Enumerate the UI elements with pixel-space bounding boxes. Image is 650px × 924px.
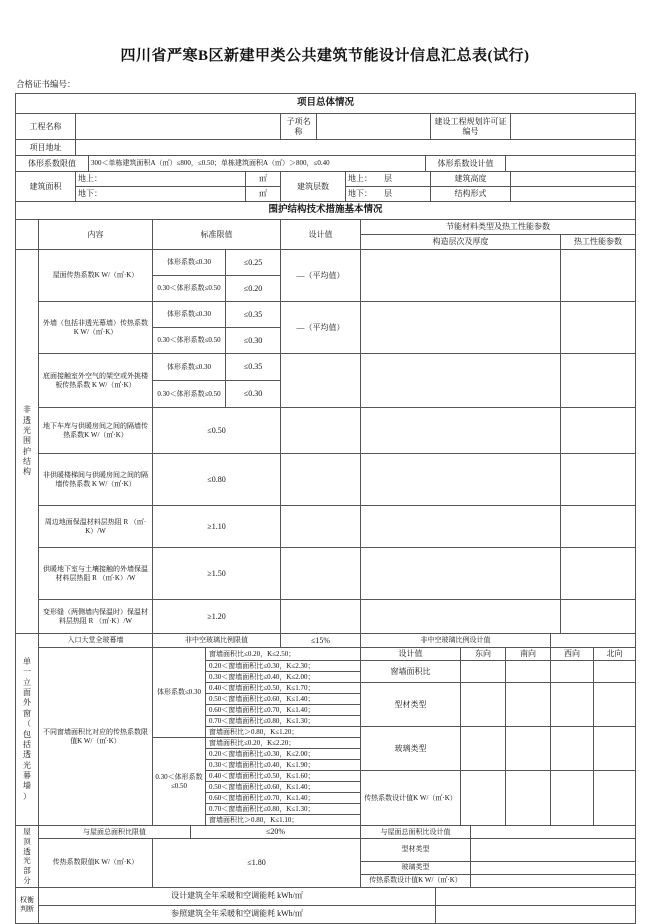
limit-value-cell: ≤0.80 [153, 454, 281, 506]
building-area-label: 建筑面积 [16, 172, 76, 202]
wwr-limit-row: 0.40＜窗墙面积比≤0.50，K≤1.60； [206, 771, 361, 782]
construction-layers-cell [361, 506, 561, 548]
subitem-name-value [317, 114, 431, 140]
limit-value-cell: ≤0.25 [226, 250, 281, 276]
project-name-value [76, 114, 281, 140]
thermal-params-cell [561, 454, 636, 506]
roof-k-limit-label: 传热系数限值K W/（㎡·K） [39, 839, 153, 888]
wwr-limit-row: 0.20＜窗墙面积比≤0.30，K≤2.00； [206, 749, 361, 760]
permit-number-label: 建设工程规划许可证编号 [431, 114, 511, 140]
profile-west-value [551, 683, 594, 727]
limit-value-cell: ≥1.50 [153, 548, 281, 600]
table-overview-title [15, 93, 636, 114]
roof-glass-type-label: 玻璃类型 [361, 861, 471, 874]
table-shape-coefficient [15, 155, 636, 172]
project-address-label: 项目地址 [16, 140, 76, 156]
condition-cell: 0.30＜体形系数≤0.50 [153, 276, 226, 302]
limit-value-cell: ≤0.50 [153, 408, 281, 454]
limit-value-cell: ≤0.35 [226, 302, 281, 328]
thermal-params-cell [561, 548, 636, 600]
area-above-label: 地上： [76, 172, 246, 187]
wwr-east-value [461, 661, 506, 683]
shape-coeff-design-value [506, 156, 636, 172]
header-standard-limit: 标准限值 [153, 220, 281, 250]
roof-glass-type-value [471, 861, 636, 874]
wwr-limit-row: 0.50＜窗墙面积比≤0.60，K≤1.40； [206, 782, 361, 793]
design-col-header: 设计值 [361, 648, 461, 661]
non-hollow-glass-limit-value: ≤15% [281, 634, 361, 648]
thermal-params-cell [561, 600, 636, 634]
wwr-limit-row: 0.40＜窗墙面积比≤0.50，K≤1.70； [206, 683, 361, 694]
wwr-limit-row: 窗墙面积比≤0.20，K≤2.50； [206, 648, 361, 661]
header-thermal-params: 热工性能参数 [561, 235, 636, 250]
table-building-area [15, 171, 636, 202]
k-west-value [551, 771, 594, 826]
design-value-cell: —（平均值） [281, 250, 361, 302]
k-north-value [594, 771, 636, 826]
roof-k-name: 屋面传热系数K W/（㎡·K） [39, 250, 153, 302]
roof-k-limit-value: ≤1.80 [153, 839, 361, 888]
construction-layers-cell [361, 250, 561, 302]
wwr-k-limit-label: 不同窗墙面积比对应的传热系数限值K W/（㎡·K） [39, 648, 153, 826]
sqm-unit: ㎡ [246, 172, 281, 187]
thermal-params-cell [561, 506, 636, 548]
shape-coeff-limit-label: 体形系数限值 [16, 156, 89, 172]
lobby-glass-wall-label: 入口大堂全玻幕墙 [39, 634, 153, 648]
profile-type-label: 型材类型 [361, 683, 461, 727]
profile-north-value [594, 683, 636, 727]
wwr-limit-row: 0.30＜窗墙面积比≤0.40，K≤1.90； [206, 760, 361, 771]
condition-cell: 0.30＜体形系数≤0.50 [153, 381, 226, 408]
reference-building-energy-label: 参照建筑全年采暖和空调能耗 kWh/㎡ [39, 905, 436, 923]
table-project-address [15, 139, 636, 156]
non-hollow-glass-limit-label: 非中空玻璃比例限值 [153, 634, 281, 648]
certificate-number-label: 合格证书编号： [16, 79, 76, 89]
design-value-cell [281, 354, 361, 408]
glass-type-label: 玻璃类型 [361, 727, 461, 771]
thermal-params-cell [561, 354, 636, 408]
reference-building-energy-value [436, 905, 636, 923]
shape-coeff-design-label: 体形系数设计值 [426, 156, 506, 172]
profile-east-value [461, 683, 506, 727]
profile-south-value [506, 683, 551, 727]
garage-wall-name: 地下车库与供暖房间之间的隔墙传热系数K W/（㎡·K） [39, 408, 153, 454]
thermal-params-cell [561, 408, 636, 454]
sqm-unit: ㎡ [246, 187, 281, 202]
glass-south-value [506, 727, 551, 771]
side-label-facade-window-text: 单一立面外窗（包括透光幕墙） [23, 656, 31, 801]
header-corner-cell [16, 220, 39, 250]
side-label-opaque-envelope [16, 250, 39, 634]
side-label-roof-skylight-text: 屋顶透光部分 [23, 827, 31, 885]
section-title-envelope: 围护结构技术措施基本情况 [16, 202, 636, 220]
wwr-limit-row: 0.70＜窗墙面积比≤0.80，K≤1.30； [206, 716, 361, 727]
wwr-limit-row: 0.50＜窗墙面积比≤0.60，K≤1.40； [206, 694, 361, 705]
wwr-limit-row: 窗墙面积比≤0.20，K≤2.20； [206, 738, 361, 749]
limit-value-cell: ≤0.35 [226, 354, 281, 381]
building-height-label: 建筑高度 [431, 172, 511, 187]
wwr-south-value [506, 661, 551, 683]
design-value-cell: —（平均值） [281, 302, 361, 354]
roof-ratio-design-label: 与屋面总面积比设计值 [361, 826, 471, 839]
construction-layers-cell [361, 600, 561, 634]
table-facade-windows [15, 633, 636, 826]
project-name-label: 工程名称 [16, 114, 76, 140]
header-construction-layers: 构造层次及厚度 [361, 235, 561, 250]
wwr-limit-row: 0.70＜窗墙面积比≤0.80，K≤1.30； [206, 804, 361, 815]
wwr-limit-row: 0.60＜窗墙面积比≤0.70，K≤1.40； [206, 793, 361, 804]
design-value-cell [281, 506, 361, 548]
basement-wall-name: 供暖地下室与土壤接触的外墙保温材料层热阻 R （㎡·K）/W [39, 548, 153, 600]
floors-above-label: 地上： 层 [346, 172, 431, 187]
perimeter-ground-name: 周边地面保温材料层热阻 R （㎡·K）/W [39, 506, 153, 548]
floors-below-label: 地下： 层 [346, 187, 431, 202]
header-design-value: 设计值 [281, 220, 361, 250]
project-address-value [76, 140, 636, 156]
glass-north-value [594, 727, 636, 771]
table-tradeoff [15, 887, 636, 924]
deformation-joint-name: 变形缝（两侧墙内保温时）保温材料层热阻 R （㎡·K）/W [39, 600, 153, 634]
permit-number-value [511, 114, 636, 140]
k-south-value [506, 771, 551, 826]
thermal-params-cell [561, 302, 636, 354]
condition-cell: 体形系数≤0.30 [153, 354, 226, 381]
table-project-names [15, 113, 636, 140]
floors-label: 建筑层数 [281, 172, 346, 202]
design-value-cell [281, 454, 361, 506]
shape-group2-label: 0.30＜体形系数≤0.50 [153, 738, 206, 826]
subitem-name-label: 子项名称 [281, 114, 317, 140]
roof-k-design-label: 传热系数设计值K W/（㎡·K） [361, 874, 471, 887]
wwr-row-label: 窗墙面积比 [361, 661, 461, 683]
table-roof-skylight [15, 825, 636, 888]
design-value-cell [281, 600, 361, 634]
structure-type-label: 结构形式 [431, 187, 511, 202]
k-east-value [461, 771, 506, 826]
glass-west-value [551, 727, 594, 771]
wwr-limit-row: 0.60＜窗墙面积比≤0.70，K≤1.40； [206, 705, 361, 716]
construction-layers-cell [361, 454, 561, 506]
side-label-opaque-envelope-text: 非透光围护结构 [23, 405, 31, 477]
limit-value-cell: ≤0.20 [226, 276, 281, 302]
thermal-params-cell [561, 250, 636, 302]
construction-layers-cell [361, 408, 561, 454]
section-title-project-overview: 项目总体情况 [16, 94, 636, 114]
header-material-params: 节能材料类型及热工性能参数 [361, 220, 636, 235]
side-label-tradeoff: 权衡判断 [16, 887, 39, 923]
design-value-cell [281, 548, 361, 600]
limit-value-cell: ≤0.30 [226, 328, 281, 354]
stairwell-wall-name: 非供暖楼梯间与供暖房间之间的隔墙传热系数 K W/（㎡·K） [39, 454, 153, 506]
north-col-header: 北向 [594, 648, 636, 661]
limit-value-cell: ≥1.10 [153, 506, 281, 548]
non-hollow-glass-design-value [551, 634, 636, 648]
building-height-value [511, 172, 636, 187]
construction-layers-cell [361, 354, 561, 408]
design-building-energy-value [436, 887, 636, 905]
structure-type-value [511, 187, 636, 202]
wwr-limit-row: 窗墙面积比＞0.80，K≤1.10； [206, 815, 361, 826]
side-label-roof-skylight [16, 826, 39, 888]
shape-group1-label: 体形系数≤0.30 [153, 648, 206, 738]
roof-ratio-limit-label: 与屋面总面积比限值 [39, 826, 191, 839]
wwr-west-value [551, 661, 594, 683]
wall-k-name: 外墙（包括非透光幕墙）传热系数K W/（㎡·K） [39, 302, 153, 354]
glass-east-value [461, 727, 506, 771]
roof-ratio-design-value [471, 826, 636, 839]
floor-k-name: 底面接触室外空气的架空或外挑楼板传热系数 K W/（㎡·K） [39, 354, 153, 408]
limit-value-cell: ≥1.20 [153, 600, 281, 634]
header-content: 内容 [39, 220, 153, 250]
side-label-facade-window [16, 634, 39, 826]
wwr-limit-row: 0.30＜窗墙面积比≤0.40，K≤2.00； [206, 672, 361, 683]
roof-profile-type-value [471, 839, 636, 862]
condition-cell: 体形系数≤0.30 [153, 302, 226, 328]
roof-profile-type-label: 型材类型 [361, 839, 471, 862]
table-envelope-title [15, 201, 636, 220]
roof-k-design-value [471, 874, 636, 887]
construction-layers-cell [361, 302, 561, 354]
area-below-label: 地下： [76, 187, 246, 202]
west-col-header: 西向 [551, 648, 594, 661]
condition-cell: 0.30＜体形系数≤0.50 [153, 328, 226, 354]
design-value-cell [281, 408, 361, 454]
construction-layers-cell [361, 548, 561, 600]
south-col-header: 南向 [506, 648, 551, 661]
wwr-limit-row: 0.20＜窗墙面积比≤0.30，K≤2.30； [206, 661, 361, 672]
wwr-north-value [594, 661, 636, 683]
non-hollow-glass-design-label: 非中空玻璃比例设计值 [361, 634, 551, 648]
shape-coeff-limit-value: 300＜单栋建筑面积A（㎡）≤800，≤0.50；单栋建筑面积A（㎡）＞800，≤0.40 [89, 156, 426, 172]
wwr-limit-row: 窗墙面积比＞0.80，K≤1.20； [206, 727, 361, 738]
condition-cell: 体形系数≤0.30 [153, 250, 226, 276]
form-title: 四川省严寒B区新建甲类公共建筑节能设计信息汇总表(试行) [120, 48, 530, 64]
limit-value-cell: ≤0.30 [226, 381, 281, 408]
east-col-header: 东向 [461, 648, 506, 661]
k-design-label: 传热系数设计值K W/（㎡·K） [361, 771, 461, 826]
table-envelope-body [15, 219, 636, 634]
roof-ratio-limit-value: ≤20% [191, 826, 361, 839]
design-building-energy-label: 设计建筑全年采暖和空调能耗 kWh/㎡ [39, 887, 436, 905]
